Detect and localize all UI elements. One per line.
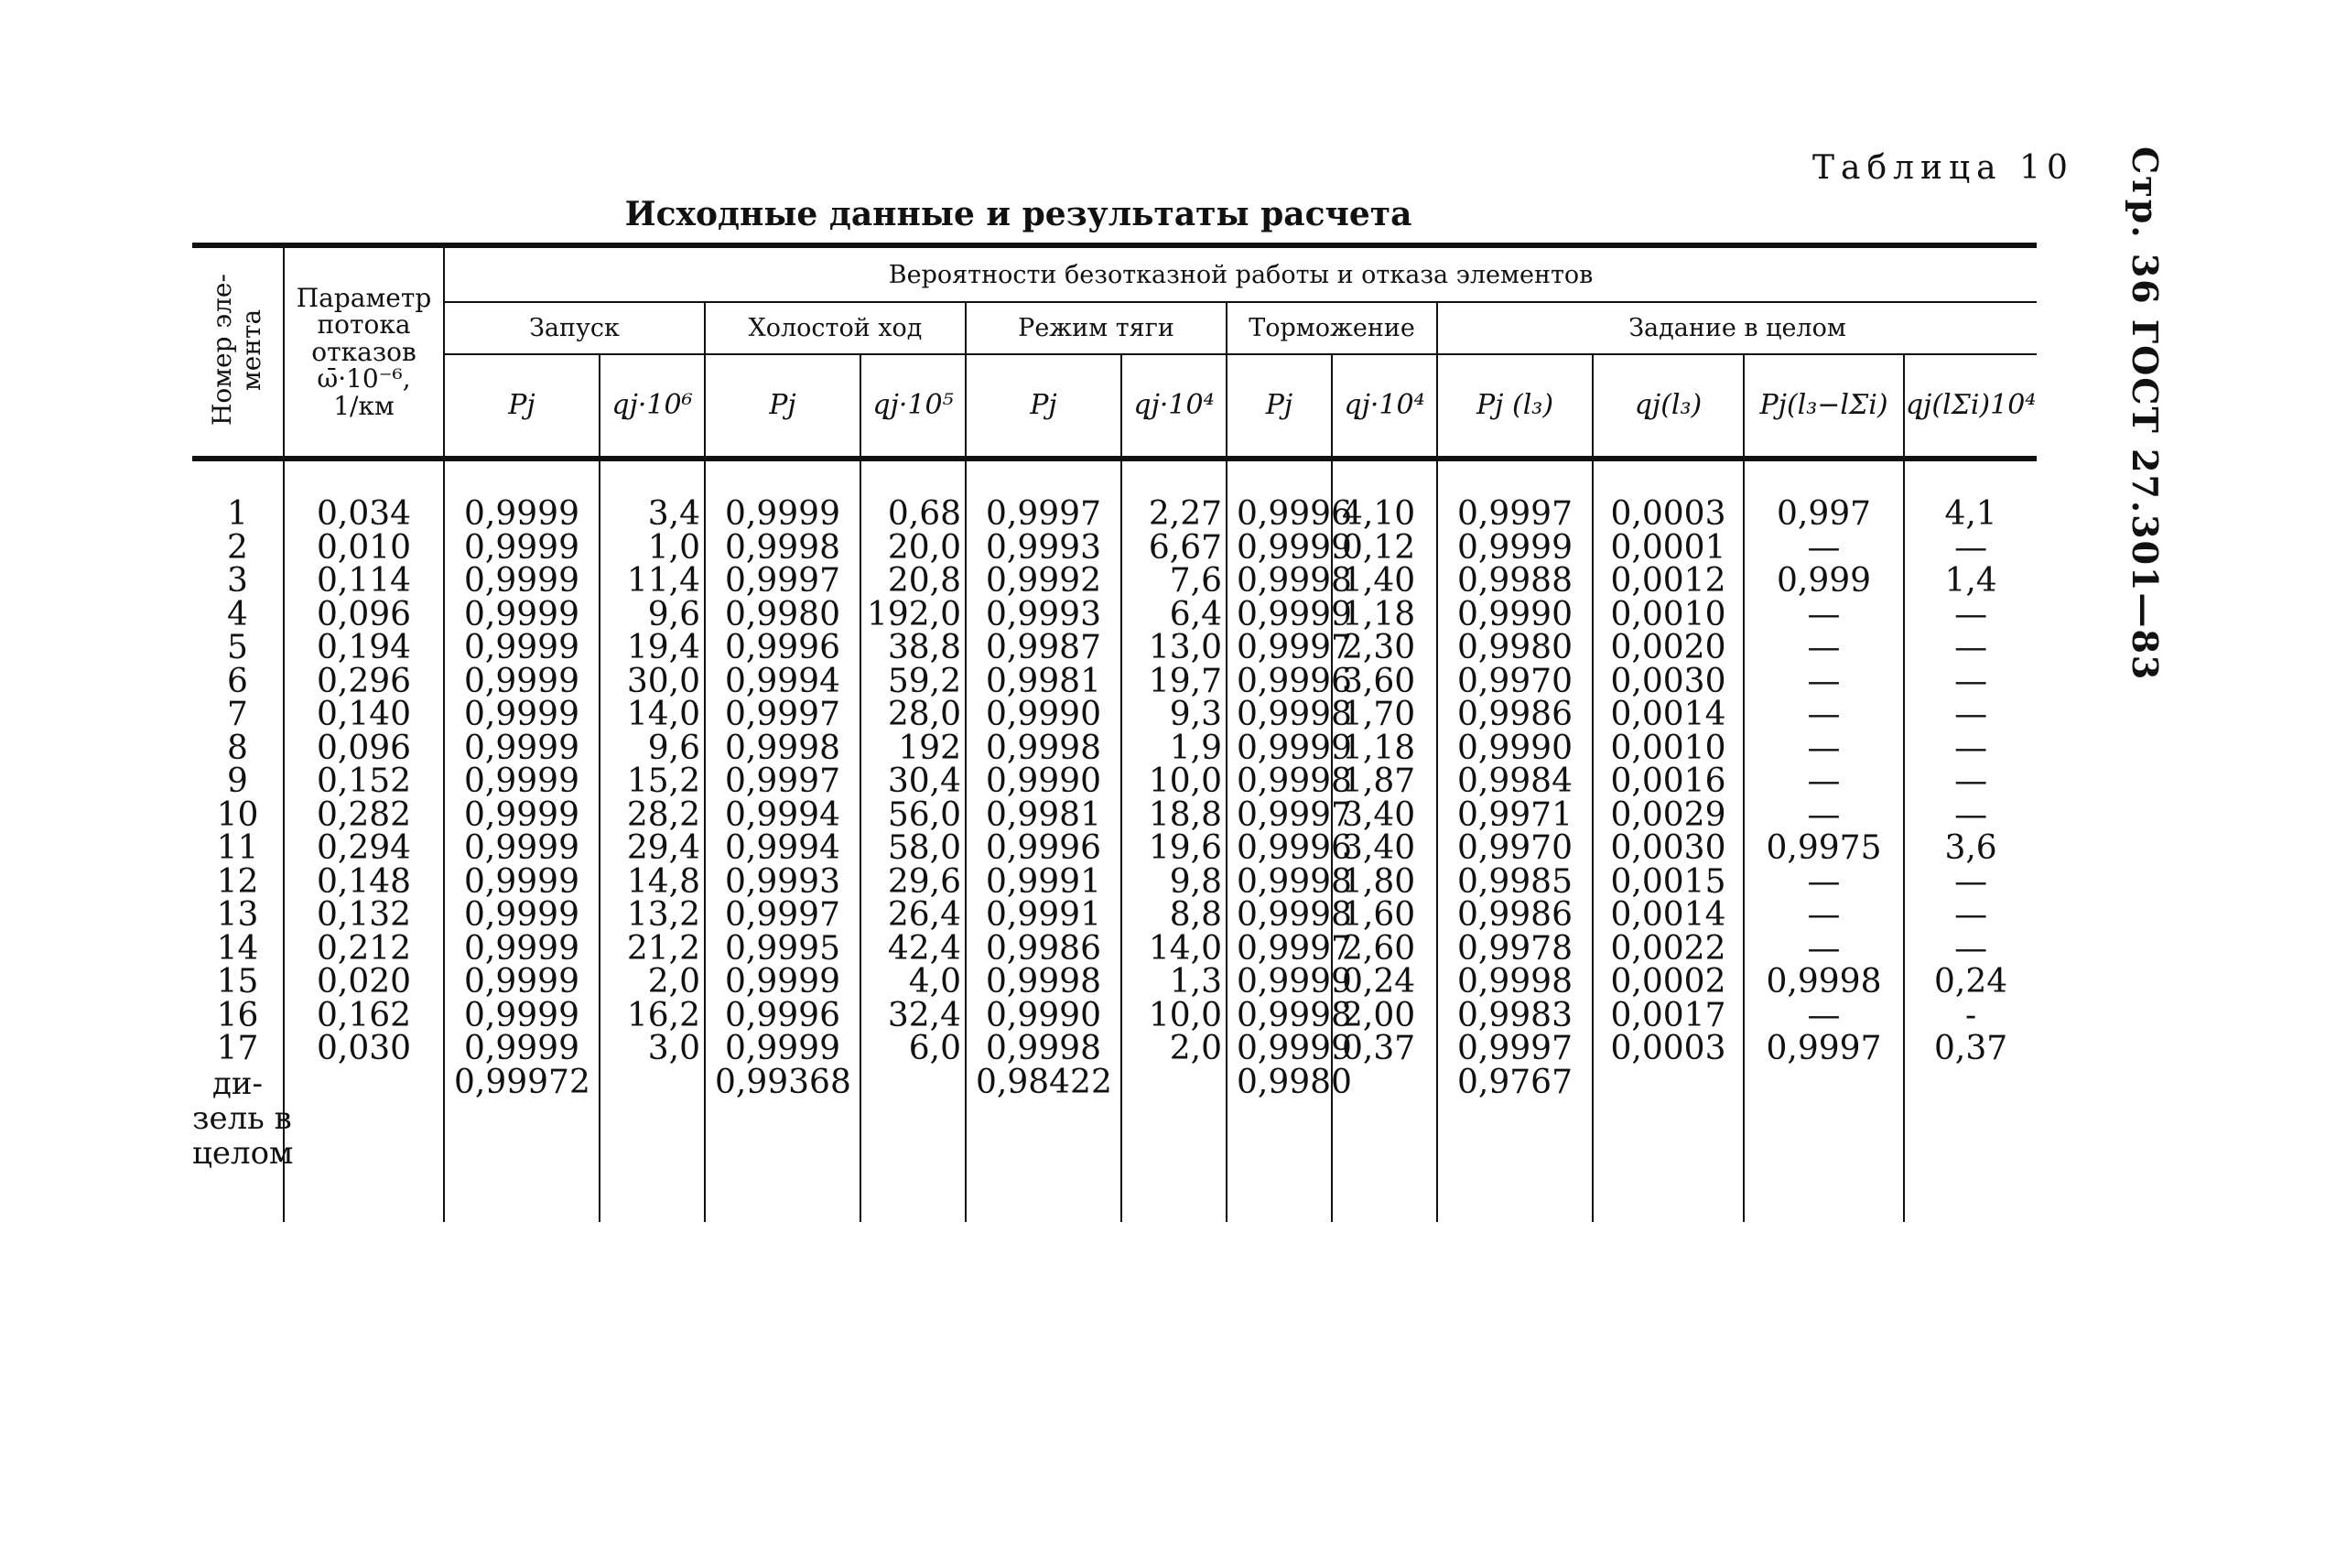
table-cell: 8,8 — [1169, 896, 1222, 934]
col-q-idle — [860, 495, 966, 1067]
table-cell: 0,9999 — [1237, 595, 1352, 633]
table-cell: 0,9994 — [725, 662, 840, 700]
table-cell: 0,9998 — [1237, 996, 1352, 1034]
table-cell: 0,9991 — [986, 862, 1101, 901]
table-cell: 0,148 — [316, 862, 412, 901]
table-cell: — — [1954, 929, 1988, 968]
table-cell: 0,9998 — [1237, 762, 1352, 800]
table-cell: 29,6 — [887, 862, 961, 901]
table-cell: 0,9996 — [1237, 829, 1352, 867]
table-cell: 0,9999 — [464, 929, 579, 968]
table-cell: 1,70 — [1342, 696, 1416, 733]
table-cell: 3,40 — [1342, 829, 1416, 867]
table-cell: — — [1954, 696, 1988, 733]
table-cell: 1,60 — [1342, 896, 1416, 934]
table-cell: 0,0014 — [1610, 896, 1726, 934]
table-cell: 8 — [227, 729, 248, 767]
table-cell: 0,096 — [316, 595, 412, 633]
table-cell: 0,9981 — [986, 662, 1101, 700]
col-p-idle — [705, 495, 860, 1067]
table-cell: 0,9999 — [464, 829, 579, 867]
table-cell: 0,24 — [1342, 963, 1416, 1000]
table-cell: 2,27 — [1148, 495, 1222, 533]
table-cell: 0,9999 — [464, 996, 579, 1034]
table-cell: 0,194 — [316, 629, 412, 666]
table-cell: — — [1807, 528, 1841, 567]
table-cell: 21,2 — [626, 929, 700, 968]
table-cell: 26,4 — [887, 896, 961, 934]
table-cell: 0,0001 — [1610, 528, 1726, 567]
table-cell: — — [1954, 629, 1988, 666]
table-cell: 0,0020 — [1610, 629, 1726, 666]
table-cell: 0,0003 — [1610, 1030, 1726, 1067]
table-cell: 17 — [216, 1030, 259, 1067]
table-cell: 20,8 — [887, 562, 961, 600]
table-cell: 0,9998 — [1237, 862, 1352, 901]
col-q-traction — [1121, 495, 1227, 1067]
table-cell: 0,0030 — [1610, 829, 1726, 867]
sub-q-start: qj·10⁶ — [600, 354, 705, 459]
table-cell: 1,18 — [1342, 595, 1416, 633]
sub-p-idle: Pj — [705, 354, 860, 459]
table-cell: 0,9985 — [1457, 862, 1573, 901]
table-cell: 0,9997 — [725, 562, 840, 600]
table-cell: 13 — [216, 896, 259, 934]
table-cell: 2,0 — [647, 963, 700, 1000]
table-cell: 19,4 — [626, 629, 700, 666]
table-cell: 30,4 — [887, 762, 961, 800]
table-cell: 0,9987 — [986, 629, 1101, 666]
header-mode-brake: Торможение — [1227, 302, 1437, 354]
table-cell: 0,0010 — [1610, 595, 1726, 633]
table-cell: — — [1954, 762, 1988, 800]
table-cell: 0,9999 — [1237, 729, 1352, 767]
table-cell: 0,0015 — [1610, 862, 1726, 901]
table-cell: 0,9994 — [725, 829, 840, 867]
table-cell: — — [1807, 996, 1841, 1034]
col-p-start — [444, 495, 600, 1067]
table-cell: 0,9995 — [725, 929, 840, 968]
table-cell: 0,37 — [1342, 1030, 1416, 1067]
table-cell: 0,9980 — [725, 595, 840, 633]
table-cell: 0,9999 — [464, 696, 579, 733]
sub-q-idle: qj·10⁵ — [860, 354, 966, 459]
sub-p-brake: Pj — [1227, 354, 1332, 459]
table-cell: 9,8 — [1169, 862, 1222, 901]
table-cell: 32,4 — [887, 996, 961, 1034]
table-cell: 0,9999 — [725, 495, 840, 533]
table-cell: 0,9993 — [986, 528, 1101, 567]
table-cell: 1,18 — [1342, 729, 1416, 767]
table-cell: 10,0 — [1148, 762, 1222, 800]
table-cell: 0,37 — [1933, 1030, 2008, 1067]
table-cell: 0,9997 — [725, 696, 840, 733]
total-p-start: 0,99972 — [444, 1066, 600, 1222]
table-cell: 0,9990 — [1457, 729, 1573, 767]
table-cell: 0,9990 — [986, 762, 1101, 800]
table-cell: 0,0022 — [1610, 929, 1726, 968]
table-cell: 0,010 — [316, 528, 412, 567]
table-cell: 0,9999 — [464, 795, 579, 834]
page-header-vertical — [2114, 146, 2166, 682]
table-cell: 0,12 — [1342, 528, 1416, 567]
table-cell: 0,9997 — [1237, 929, 1352, 968]
page-header-text: Стр. 36 ГОСТ 27.301—83 — [2125, 146, 2166, 682]
table-cell: 9,6 — [647, 729, 700, 767]
table-cell: 9,3 — [1169, 696, 1222, 733]
table-cell: 30,0 — [626, 662, 700, 700]
table-cell: 3,0 — [647, 1030, 700, 1067]
table-cell: 0,9990 — [986, 696, 1101, 733]
table-cell: 0,9999 — [464, 562, 579, 600]
table-cell: 4 — [227, 595, 248, 633]
table-cell: 0,0012 — [1610, 562, 1726, 600]
table-cell: 0,282 — [316, 795, 412, 834]
table-cell: 0,9999 — [464, 729, 579, 767]
table-cell: 0,9970 — [1457, 662, 1573, 700]
data-table-wrapper — [192, 243, 2037, 1222]
col-q-rem — [1904, 495, 2037, 1067]
table-cell: — — [1807, 696, 1841, 733]
table-cell: 0,030 — [316, 1030, 412, 1067]
table-cell: 10 — [216, 795, 259, 834]
total-p-brake: 0,9980 — [1227, 1066, 1332, 1222]
table-cell: 42,4 — [887, 929, 961, 968]
col-p-traction — [966, 495, 1121, 1067]
table-cell: 0,140 — [316, 696, 412, 733]
header-group: Вероятности безотказной работы и отказа элементов — [444, 245, 2037, 302]
table-cell: 19,7 — [1148, 662, 1222, 700]
table-cell: 0,9990 — [986, 996, 1101, 1034]
table-cell: — — [1807, 862, 1841, 901]
table-cell: 0,68 — [887, 495, 961, 533]
table-cell: 0,9999 — [464, 862, 579, 901]
table-cell: 0,9998 — [725, 729, 840, 767]
table-cell: 9 — [227, 762, 248, 800]
table-cell: 5 — [227, 629, 248, 666]
table-cell: 0,9997 — [986, 495, 1101, 533]
table-cell: 0,9996 — [986, 829, 1101, 867]
table-cell: — — [1807, 662, 1841, 700]
table-cell: 0,0017 — [1610, 996, 1726, 1034]
table-cell: 1 — [227, 495, 248, 533]
table-cell: 0,9997 — [725, 896, 840, 934]
sub-p-rem: Pj(l₃−lΣi) — [1744, 354, 1904, 459]
table-cell: 0,9993 — [725, 862, 840, 901]
table-cell: 0,9983 — [1457, 996, 1573, 1034]
table-cell: 0,9998 — [986, 729, 1101, 767]
table-cell: 0,9998 — [1237, 562, 1352, 600]
table-cell: 0,9997 — [1766, 1030, 1882, 1067]
table-cell: 0,9999 — [725, 963, 840, 1000]
table-cell: 0,0016 — [1610, 762, 1726, 800]
table-cell: — — [1807, 729, 1841, 767]
table-cell: 0,0003 — [1610, 495, 1726, 533]
table-cell: 19,6 — [1148, 829, 1222, 867]
table-cell: 1,87 — [1342, 762, 1416, 800]
table-cell: 11,4 — [626, 562, 700, 600]
col-q-brake — [1332, 495, 1437, 1067]
total-row — [192, 1066, 2037, 1222]
table-cell: 0,034 — [316, 495, 412, 533]
table-cell: 2,00 — [1342, 996, 1416, 1034]
table-cell: - — [1964, 996, 1977, 1034]
table-cell: 0,9999 — [464, 896, 579, 934]
table-cell: 14,0 — [1148, 929, 1222, 968]
table-cell: 0,999 — [1776, 562, 1872, 600]
table-cell: 2 — [227, 528, 248, 567]
table-cell: 6 — [227, 662, 248, 700]
table-cell: 0,997 — [1776, 495, 1872, 533]
total-p-idle: 0,99368 — [705, 1066, 860, 1222]
table-cell: — — [1954, 729, 1988, 767]
table-cell: 3,6 — [1944, 829, 1997, 867]
table-cell: 0,9996 — [725, 629, 840, 666]
table-cell: 0,9999 — [464, 762, 579, 800]
table-cell: — — [1807, 762, 1841, 800]
table-cell: — — [1954, 795, 1988, 834]
table-cell: 0,9999 — [464, 528, 579, 567]
header-element-no: Номер эле-мента — [192, 245, 284, 459]
table-cell: 6,67 — [1148, 528, 1222, 567]
table-cell: — — [1807, 629, 1841, 666]
sub-q-task: qj(l₃) — [1593, 354, 1744, 459]
table-cell: 0,020 — [316, 963, 412, 1000]
table-cell: — — [1954, 896, 1988, 934]
table-cell: 0,9999 — [464, 495, 579, 533]
table-cell: — — [1807, 896, 1841, 934]
table-cell: 0,114 — [316, 562, 412, 600]
col-p-rem — [1744, 495, 1904, 1067]
table-cell: 0,9996 — [1237, 495, 1352, 533]
table-cell: 0,9999 — [1237, 963, 1352, 1000]
table-cell: 0,9997 — [1237, 629, 1352, 666]
table-cell: 0,9999 — [464, 595, 579, 633]
table-cell: 2,0 — [1169, 1030, 1222, 1067]
table-cell: 0,0010 — [1610, 729, 1726, 767]
table-cell: 4,10 — [1342, 495, 1416, 533]
table-cell: 1,80 — [1342, 862, 1416, 901]
table-cell: 1,4 — [1944, 562, 1997, 600]
table-cell: 1,9 — [1169, 729, 1222, 767]
col-p-task — [1437, 495, 1593, 1067]
table-cell: 29,4 — [626, 829, 700, 867]
table-cell: 192 — [898, 729, 961, 767]
table-cell: 0,9996 — [1237, 662, 1352, 700]
table-cell: 0,9991 — [986, 896, 1101, 934]
table-cell: 20,0 — [887, 528, 961, 567]
table-cell: 11 — [216, 829, 259, 867]
sub-q-rem: qj(lΣi)10⁴ — [1904, 354, 2037, 459]
table-title: Исходные данные и результаты расчета — [624, 195, 1412, 233]
table-cell: — — [1954, 528, 1988, 567]
table-cell: 7 — [227, 696, 248, 733]
table-cell: 15,2 — [626, 762, 700, 800]
table-cell: 0,9999 — [464, 629, 579, 666]
col-q-start — [600, 495, 705, 1067]
table-cell: 3,40 — [1342, 795, 1416, 834]
sub-q-brake: qj·10⁴ — [1332, 354, 1437, 459]
col-p-brake — [1227, 495, 1352, 1067]
table-cell: 0,9970 — [1457, 829, 1573, 867]
table-cell: 1,40 — [1342, 562, 1416, 600]
table-cell: 0,9999 — [464, 963, 579, 1000]
table-cell: 0,9997 — [1457, 1030, 1573, 1067]
table-cell: 0,162 — [316, 996, 412, 1034]
table-cell: 59,2 — [887, 662, 961, 700]
table-cell: 0,9999 — [1237, 1030, 1352, 1067]
table-cell: 0,9998 — [986, 1030, 1101, 1067]
table-cell: 2,60 — [1342, 929, 1416, 968]
table-cell: 15 — [216, 963, 259, 1000]
col-q-task — [1593, 495, 1744, 1067]
table-cell: 0,294 — [316, 829, 412, 867]
table-cell: 0,9971 — [1457, 795, 1573, 834]
table-cell: 0,152 — [316, 762, 412, 800]
table-cell: 1,3 — [1169, 963, 1222, 1000]
table-cell: 56,0 — [887, 795, 961, 834]
table-cell: 0,0014 — [1610, 696, 1726, 733]
table-cell: 10,0 — [1148, 996, 1222, 1034]
sub-p-traction: Pj — [966, 354, 1121, 459]
table-cell: 0,9980 — [1457, 629, 1573, 666]
sub-p-task: Pj (l₃) — [1437, 354, 1593, 459]
table-cell: 0,9978 — [1457, 929, 1573, 968]
table-cell: 0,9998 — [725, 528, 840, 567]
table-cell: 0,9999 — [464, 1030, 579, 1067]
col-element-no — [192, 495, 284, 1067]
table-cell: 13,2 — [626, 896, 700, 934]
table-cell: 6,0 — [908, 1030, 961, 1067]
table-cell: 0,9999 — [1457, 528, 1573, 567]
table-cell: 0,9981 — [986, 795, 1101, 834]
table-cell: 0,9998 — [1766, 963, 1882, 1000]
table-cell: 0,9986 — [1457, 696, 1573, 733]
col-omega — [284, 495, 444, 1067]
table-cell: 0,9998 — [1457, 963, 1573, 1000]
table-cell: 1,0 — [647, 528, 700, 567]
table-cell: 13,0 — [1148, 629, 1222, 666]
table-cell: 0,212 — [316, 929, 412, 968]
table-cell: 3 — [227, 562, 248, 600]
table-cell: 4,1 — [1944, 495, 1997, 533]
table-cell: 0,9997 — [1237, 795, 1352, 834]
table-cell: 14,8 — [626, 862, 700, 901]
table-cell: 16 — [216, 996, 259, 1034]
table-cell: 16,2 — [626, 996, 700, 1034]
table-cell: 0,9994 — [725, 795, 840, 834]
table-cell: 0,9996 — [725, 996, 840, 1034]
table-cell: 0,9984 — [1457, 762, 1573, 800]
table-cell: 0,9990 — [1457, 595, 1573, 633]
table-cell: 28,0 — [887, 696, 961, 733]
table-cell: 14,0 — [626, 696, 700, 733]
table-cell: 38,8 — [887, 629, 961, 666]
table-cell: 0,9999 — [725, 1030, 840, 1067]
table-cell: — — [1954, 862, 1988, 901]
table-cell: 0,9975 — [1766, 829, 1882, 867]
table-cell: 28,2 — [626, 795, 700, 834]
table-cell: 9,6 — [647, 595, 700, 633]
table-cell: 0,0002 — [1610, 963, 1726, 1000]
total-p-task: 0,9767 — [1437, 1066, 1593, 1222]
table-cell: — — [1807, 929, 1841, 968]
table-cell: 0,9998 — [1237, 896, 1352, 934]
table-cell: 0,9986 — [1457, 896, 1573, 934]
table-cell: 0,9992 — [986, 562, 1101, 600]
table-cell: 7,6 — [1169, 562, 1222, 600]
table-cell: 58,0 — [887, 829, 961, 867]
table-cell: 3,4 — [647, 495, 700, 533]
table-cell: 0,9999 — [1237, 528, 1352, 567]
table-cell: 0,132 — [316, 896, 412, 934]
table-cell: 0,296 — [316, 662, 412, 700]
sub-q-traction: qj·10⁴ — [1121, 354, 1227, 459]
header-mode-idle: Холостой ход — [705, 302, 966, 354]
header-mode-start: Запуск — [444, 302, 705, 354]
table-cell: 0,9986 — [986, 929, 1101, 968]
table-cell: 0,9998 — [986, 963, 1101, 1000]
table-cell: 3,60 — [1342, 662, 1416, 700]
table-cell: 192,0 — [866, 595, 961, 633]
table-body-row — [192, 498, 2037, 1066]
table-cell: 0,0030 — [1610, 662, 1726, 700]
total-p-traction: 0,98422 — [966, 1066, 1121, 1222]
sub-p-start: Pj — [444, 354, 600, 459]
table-cell: 0,096 — [316, 729, 412, 767]
table-cell: 18,8 — [1148, 795, 1222, 834]
table-cell: 0,9988 — [1457, 562, 1573, 600]
table-cell: 12 — [216, 862, 259, 901]
table-cell: 0,9999 — [464, 662, 579, 700]
table-cell: — — [1954, 595, 1988, 633]
table-cell: — — [1807, 595, 1841, 633]
header-param: Параметр потока отказов ω̄·10⁻⁶, 1/км — [284, 245, 444, 459]
header-mode-traction: Режим тяги — [966, 302, 1227, 354]
table-cell: 14 — [216, 929, 259, 968]
header-mode-task: Задание в целом — [1437, 302, 2037, 354]
table-cell: 6,4 — [1169, 595, 1222, 633]
table-cell: 0,0029 — [1610, 795, 1726, 834]
table-cell: 0,9997 — [725, 762, 840, 800]
table-cell: 0,9993 — [986, 595, 1101, 633]
total-label: ди- зель в целом — [192, 1066, 284, 1222]
table-cell: — — [1807, 795, 1841, 834]
table-cell: 2,30 — [1342, 629, 1416, 666]
data-table — [192, 243, 2037, 1222]
table-cell: 0,24 — [1933, 963, 2008, 1000]
table-cell: 4,0 — [908, 963, 961, 1000]
table-cell: 0,9998 — [1237, 696, 1352, 733]
table-cell: 0,9997 — [1457, 495, 1573, 533]
table-cell: — — [1954, 662, 1988, 700]
table-number: Таблица 10 — [1812, 149, 2074, 187]
